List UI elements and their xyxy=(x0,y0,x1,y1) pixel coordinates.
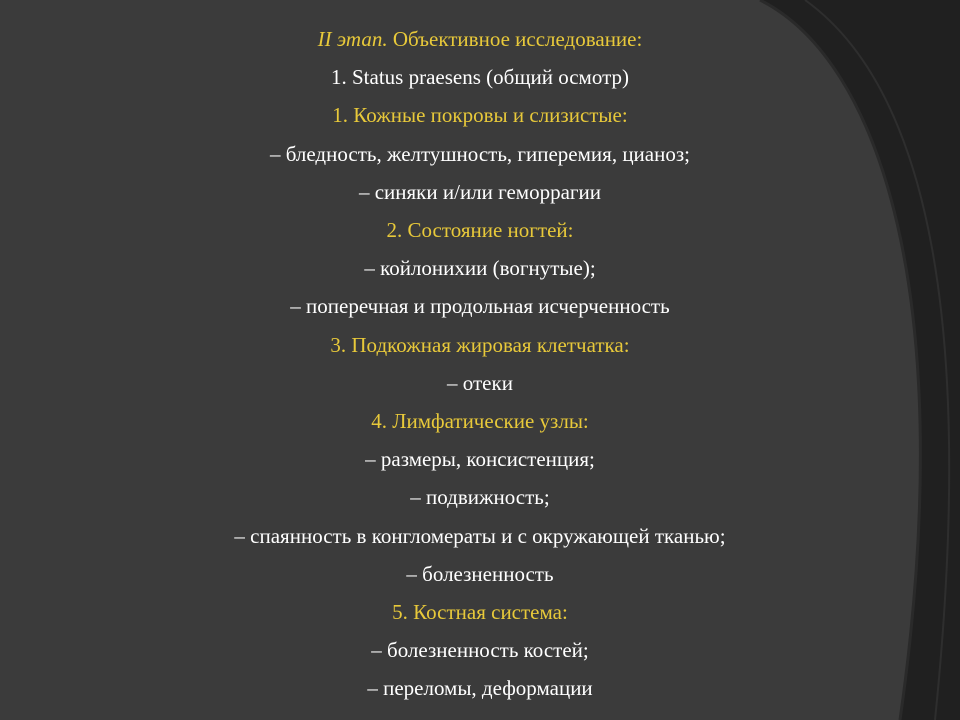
slide-content xyxy=(0,20,960,708)
section-heading-subcutaneous: 3. Подкожная жировая клетчатка: xyxy=(330,332,630,357)
title-text: Объективное исследование: xyxy=(387,27,643,51)
list-item: – синяки и/или геморрагии xyxy=(358,179,602,204)
title-stage-label: II этап. xyxy=(317,27,388,51)
list-item: – поперечная и продольная исчерченность xyxy=(290,294,670,319)
list-item: – спаянность в конгломераты и с окружающей тканью; xyxy=(234,523,726,548)
slide-title xyxy=(0,20,960,58)
list-item: – болезненность xyxy=(406,561,554,586)
list-item: – бледность, желтушность, гиперемия, цианоз; xyxy=(270,141,690,166)
list-item: – отеки xyxy=(447,370,513,395)
section-heading-lymph-nodes: 4. Лимфатические узлы: xyxy=(371,409,589,434)
section-heading-bones: 5. Костная система: xyxy=(392,600,568,625)
list-item: – подвижность; xyxy=(410,485,550,510)
list-item: – болезненность костей; xyxy=(371,638,589,663)
list-item: – размеры, консистенция; xyxy=(365,447,595,472)
list-item: – койлонихии (вогнутые); xyxy=(364,256,596,281)
section-heading-skin: 1. Кожные покровы и слизистые: xyxy=(332,103,628,128)
list-item: – переломы, деформации xyxy=(367,676,593,701)
status-line: 1. Status praesens (общий осмотр) xyxy=(331,65,629,90)
section-heading-nails: 2. Состояние ногтей: xyxy=(386,218,574,243)
